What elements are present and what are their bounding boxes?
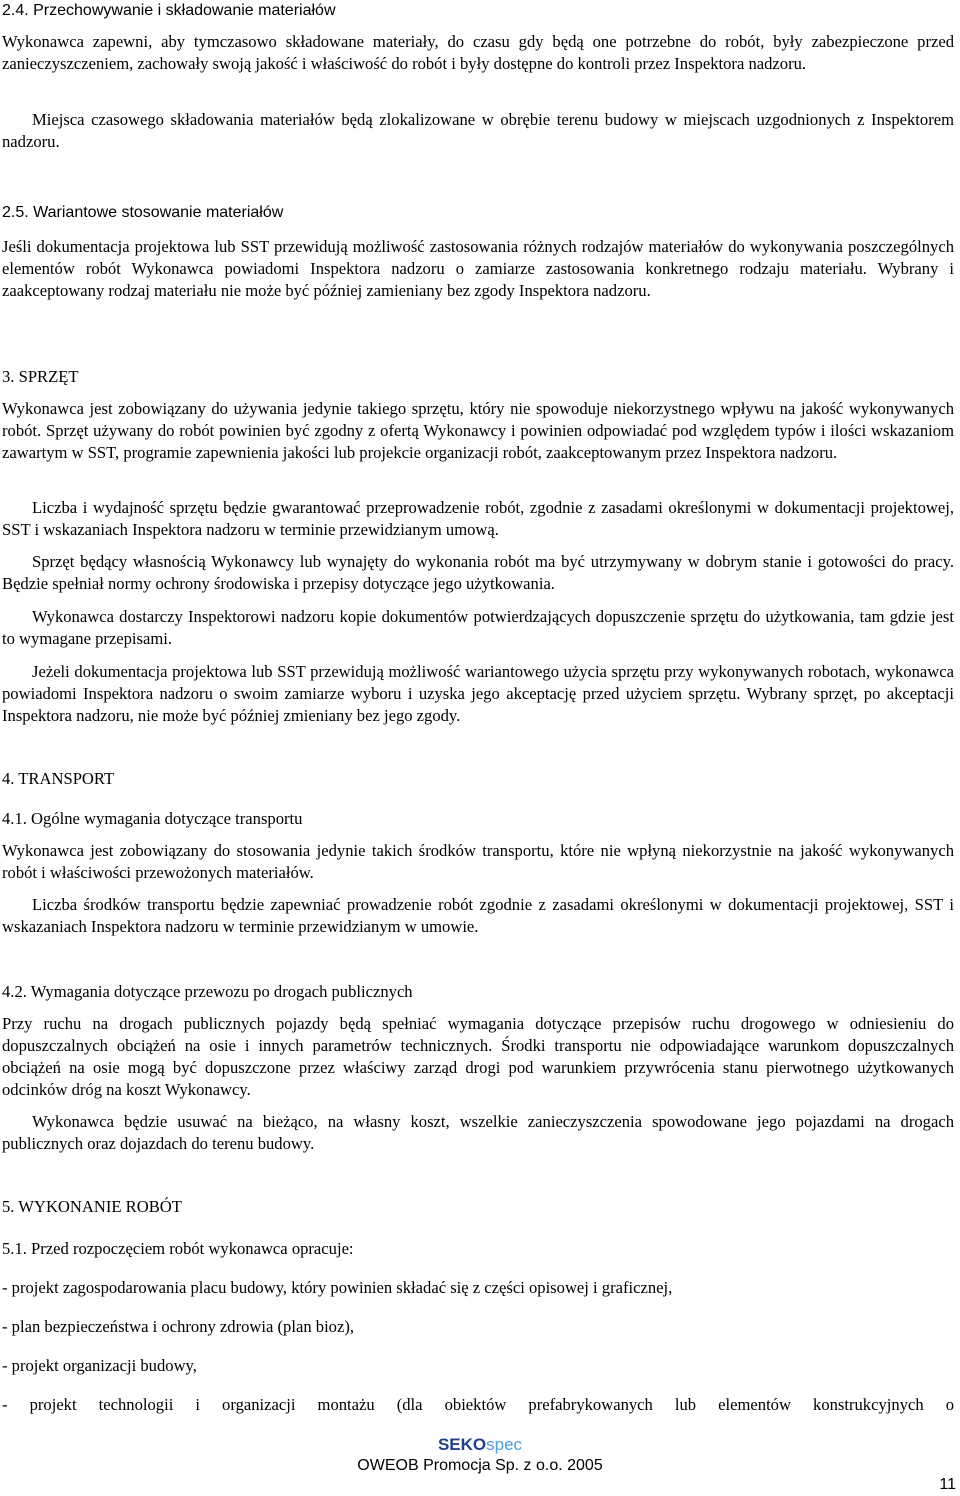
paragraph-3-2: Liczba i wydajność sprzętu będzie gwarantować przeprowadzenie robót, zgodnie z zasadami określonymi w dokumentacji projektowej, SST i wskazaniach Inspektora nadzoru w terminie przewidzianym umową. bbox=[2, 498, 954, 539]
paragraph-3-3: Sprzęt będący własnością Wykonawcy lub wynajęty do wykonania robót ma być utrzymywany w dobrym stanie i gotowości do pracy. Będzie spełniał normy ochrony środowiska i przepisy dotyczące jego użytkowania. bbox=[2, 552, 954, 593]
heading-5: 5. WYKONANIE ROBÓT bbox=[2, 1197, 182, 1216]
paragraph-4-2-1: Przy ruchu na drogach publicznych pojazdy będą spełniać wymagania dotyczące przepisów ruchu drogowego w odniesieniu do dopuszczalnych obciążeń na osie i innych parametrów technicznych. Środki transportu nie odpowiadające warunkom dopuszczalnych obciążeń na osie mogą być dopuszczone przez właściwy zarząd drogi pod warunkiem przywrócenia stanu pierwotnego użytkowanych odcinków dróg na koszt Wykonawcy. bbox=[2, 1014, 954, 1099]
paragraph-4-1-1: Wykonawca jest zobowiązany do stosowania jedynie takich środków transportu, które nie wpłyną niekorzystnie na jakość wykonywanych robót i właściwości przewożonych materiałów. bbox=[2, 841, 954, 882]
footer-company: OWEOB Promocja Sp. z o.o. 2005 bbox=[357, 1457, 603, 1474]
paragraph-4-1-2: Liczba środków transportu będzie zapewniać prowadzenie robót zgodnie z zasadami określonymi w dokumentacji projektowej, SST i wskazaniach Inspektora nadzoru w terminie przewidzianym w umowie. bbox=[2, 895, 954, 936]
paragraph-4-2-2: Wykonawca będzie usuwać na bieżąco, na własny koszt, wszelkie zanieczyszczenia spowodowane jego pojazdami na drogach publicznych oraz dojazdach do terenu budowy. bbox=[2, 1112, 954, 1153]
list-item: - projekt zagospodarowania placu budowy, który powinien składać się z części opisowej i graficznej, bbox=[2, 1278, 673, 1297]
list-item: - projekt technologii i organizacji montażu (dla obiektów prefabrykowanych lub elementów konstrukcyjnych o bbox=[2, 1395, 954, 1414]
brand-part-2: spec bbox=[486, 1435, 523, 1454]
heading-5-1: 5.1. Przed rozpoczęciem robót wykonawca opracuje: bbox=[2, 1239, 354, 1258]
page-number: 11 bbox=[939, 1476, 956, 1493]
brand-part-1: SEKO bbox=[437, 1435, 487, 1454]
heading-4-2: 4.2. Wymagania dotyczące przewozu po drogach publicznych bbox=[2, 982, 413, 1001]
footer-brand-logo bbox=[0, 1435, 960, 1455]
heading-4: 4. TRANSPORT bbox=[2, 769, 115, 788]
paragraph-2-4-2: Miejsca czasowego składowania materiałów będą zlokalizowane w obrębie terenu budowy w miejscach uzgodnionych z Inspektorem nadzoru. bbox=[2, 110, 954, 151]
list-item: - projekt organizacji budowy, bbox=[2, 1356, 197, 1375]
paragraph-3-1: Wykonawca jest zobowiązany do używania jedynie takiego sprzętu, który nie spowoduje niekorzystnego wpływu na jakość wykonywanych robót. Sprzęt używany do robót powinien być zgodny z ofertą Wykonawcy i powinien odpowiadać pod względem typów i ilości wskazaniom zawartym w SST, programie zapewnienia jakości lub projekcie organizacji robót, zaakceptowanym przez Inspektora nadzoru. bbox=[2, 399, 954, 462]
heading-2-5: 2.5. Wariantowe stosowanie materiałów bbox=[2, 204, 284, 221]
heading-2-4: 2.4. Przechowywanie i składowanie materiałów bbox=[2, 2, 336, 19]
paragraph-2-5-1: Jeśli dokumentacja projektowa lub SST przewidują możliwość zastosowania różnych rodzajów materiałów do wykonywania poszczególnych elementów robót Wykonawca powiadomi Inspektora nadzoru o zamiarze zastosowania konkretnego rodzaju materiału. Wybrany i zaakceptowany rodzaj materiału nie może być później zamieniany bez zgody Inspektora nadzoru. bbox=[2, 237, 954, 300]
heading-3: 3. SPRZĘT bbox=[2, 367, 79, 386]
heading-4-1: 4.1. Ogólne wymagania dotyczące transportu bbox=[2, 809, 303, 828]
list-item: - plan bezpieczeństwa i ochrony zdrowia (plan bioz), bbox=[2, 1317, 355, 1336]
paragraph-2-4-1: Wykonawca zapewni, aby tymczasowo składowane materiały, do czasu gdy będą one potrzebne do robót, były zabezpieczone przed zanieczyszczeniem, zachowały swoją jakość i właściwość do robót i były dostępne do kontroli przez Inspektora nadzoru. bbox=[2, 32, 954, 73]
paragraph-3-4: Wykonawca dostarczy Inspektorowi nadzoru kopie dokumentów potwierdzających dopuszczenie sprzętu do użytkowania, tam gdzie jest to wymagane przepisami. bbox=[2, 607, 954, 648]
paragraph-3-5: Jeżeli dokumentacja projektowa lub SST przewidują możliwość wariantowego użycia sprzętu przy wykonywanych robotach, wykonawca powiadomi Inspektora nadzoru o swoim zamiarze wyboru i uzyska jego akceptację przed użyciem sprzętu. Wybrany sprzęt, po akceptacji Inspektora nadzoru, nie może być później zmieniany bez jego zgody. bbox=[2, 662, 954, 725]
